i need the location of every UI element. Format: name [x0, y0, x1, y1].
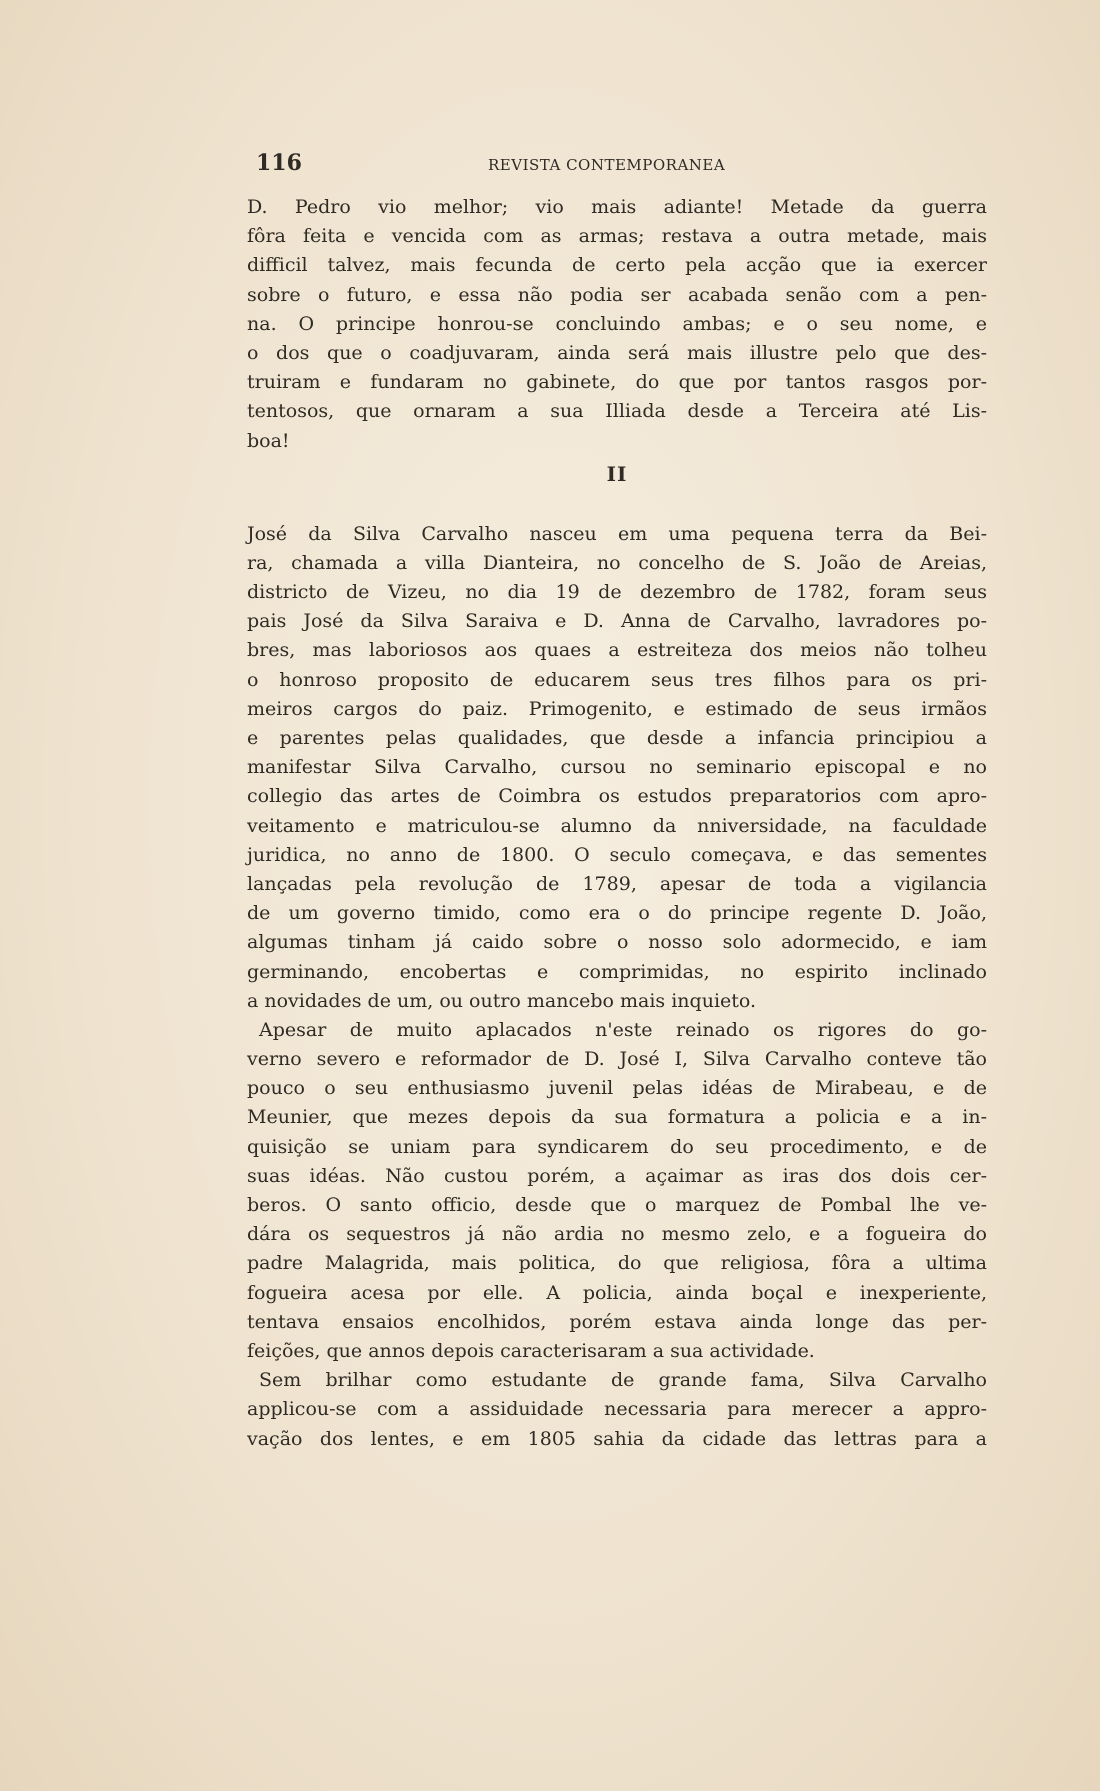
text-line: feições, que annos depois caracterisaram a sua actividade.	[247, 1339, 815, 1362]
text-line: collegio das artes de Coimbra os estudos preparatorios com apro-	[247, 785, 987, 808]
paragraph-3	[247, 1016, 987, 1366]
text-line: germinando, encobertas e comprimidas, no espirito inclinado	[247, 960, 987, 983]
text-line: applicou-se com a assiduidade necessaria para merecer a appro-	[247, 1398, 987, 1421]
text-line: beros. O santo officio, desde que o marquez de Pombal lhe ve-	[247, 1194, 987, 1216]
text-line: dára os sequestros já não ardia no mesmo zelo, e a fogueira do	[247, 1223, 987, 1246]
running-title: REVISTA CONTEMPORANEA	[488, 156, 726, 174]
page-number: 116	[256, 150, 302, 176]
paragraph-2	[247, 520, 987, 1016]
text-line: manifestar Silva Carvalho, cursou no seminario episcopal e no	[247, 756, 987, 779]
text-line: Sem brilhar como estudante de grande fama, Silva Carvalho	[259, 1369, 987, 1392]
text-line: José da Silva Carvalho nasceu em uma pequena terra da Bei-	[247, 522, 987, 545]
text-line: truiram e fundaram no gabinete, do que por tantos rasgos por-	[247, 371, 987, 394]
text-line: quisição se uniam para syndicarem do seu procedimento, e de	[247, 1135, 987, 1158]
text-line: tentosos, que ornaram a sua Illiada desde a Terceira até Lis-	[247, 400, 987, 423]
text-line: na. O principe honrou-se concluindo ambas; e o seu nome, e	[247, 312, 987, 335]
text-line: de um governo timido, como era o do principe regente D. João,	[247, 902, 987, 925]
text-line: suas idéas. Não custou porém, a açaimar as iras dos dois cer-	[247, 1164, 987, 1187]
text-line: veitamento e matriculou-se alumno da nniversidade, na faculdade	[247, 814, 987, 837]
text-line: districto de Vizeu, no dia 19 de dezembro de 1782, foram seus	[247, 581, 987, 604]
text-line: difficil talvez, mais fecunda de certo pela acção que ia exercer	[247, 254, 987, 277]
text-line: fôra feita e vencida com as armas; restava a outra metade, mais	[247, 225, 987, 248]
text-line: boa!	[247, 429, 290, 452]
text-line: D. Pedro vio melhor; vio mais adiante! Metade da guerra	[247, 196, 987, 218]
text-line: meiros cargos do paiz. Primogenito, e estimado de seus irmãos	[247, 697, 987, 720]
text-line: tentava ensaios encolhidos, porém estava ainda longe das per-	[247, 1310, 987, 1333]
paragraph-4	[247, 1366, 987, 1454]
paragraph-1	[247, 193, 987, 456]
body-text	[247, 193, 987, 1454]
text-line: o dos que o coadjuvaram, ainda será mais illustre pelo que des-	[247, 341, 987, 364]
text-line: e parentes pelas qualidades, que desde a infancia principiou a	[247, 727, 987, 749]
section-heading: II	[606, 461, 628, 486]
text-line: a novidades de um, ou outro mancebo mais inquieto.	[247, 989, 757, 1012]
text-line: pouco o seu enthusiasmo juvenil pelas idéas de Mirabeau, e de	[247, 1077, 987, 1100]
text-line: vação dos lentes, e em 1805 sahia da cidade das lettras para a	[247, 1427, 987, 1450]
text-line: Apesar de muito aplacados n'este reinado os rigores do go-	[259, 1018, 987, 1041]
text-line: fogueira acesa por elle. A policia, ainda boçal e inexperiente,	[247, 1281, 987, 1304]
text-line: algumas tinham já caido sobre o nosso solo adormecido, e iam	[247, 931, 987, 954]
text-line: verno severo e reformador de D. José I, Silva Carvalho conteve tão	[247, 1048, 987, 1071]
page-header	[256, 150, 744, 180]
text-line: Meunier, que mezes depois da sua formatura a policia e a in-	[247, 1106, 987, 1129]
text-line: padre Malagrida, mais politica, do que religiosa, fôra a ultima	[247, 1252, 987, 1275]
text-line: o honroso proposito de educarem seus tres filhos para os pri-	[247, 668, 987, 691]
text-line: pais José da Silva Saraiva e D. Anna de Carvalho, lavradores po-	[247, 610, 987, 633]
text-line: juridica, no anno de 1800. O seculo começava, e das sementes	[247, 843, 987, 866]
text-line: bres, mas laboriosos aos quaes a estreiteza dos meios não tolheu	[247, 639, 987, 662]
text-line: lançadas pela revolução de 1789, apesar de toda a vigilancia	[247, 872, 987, 895]
text-line: ra, chamada a villa Dianteira, no concelho de S. João de Areias,	[247, 551, 987, 574]
text-line: sobre o futuro, e essa não podia ser acabada senão com a pen-	[247, 283, 987, 306]
